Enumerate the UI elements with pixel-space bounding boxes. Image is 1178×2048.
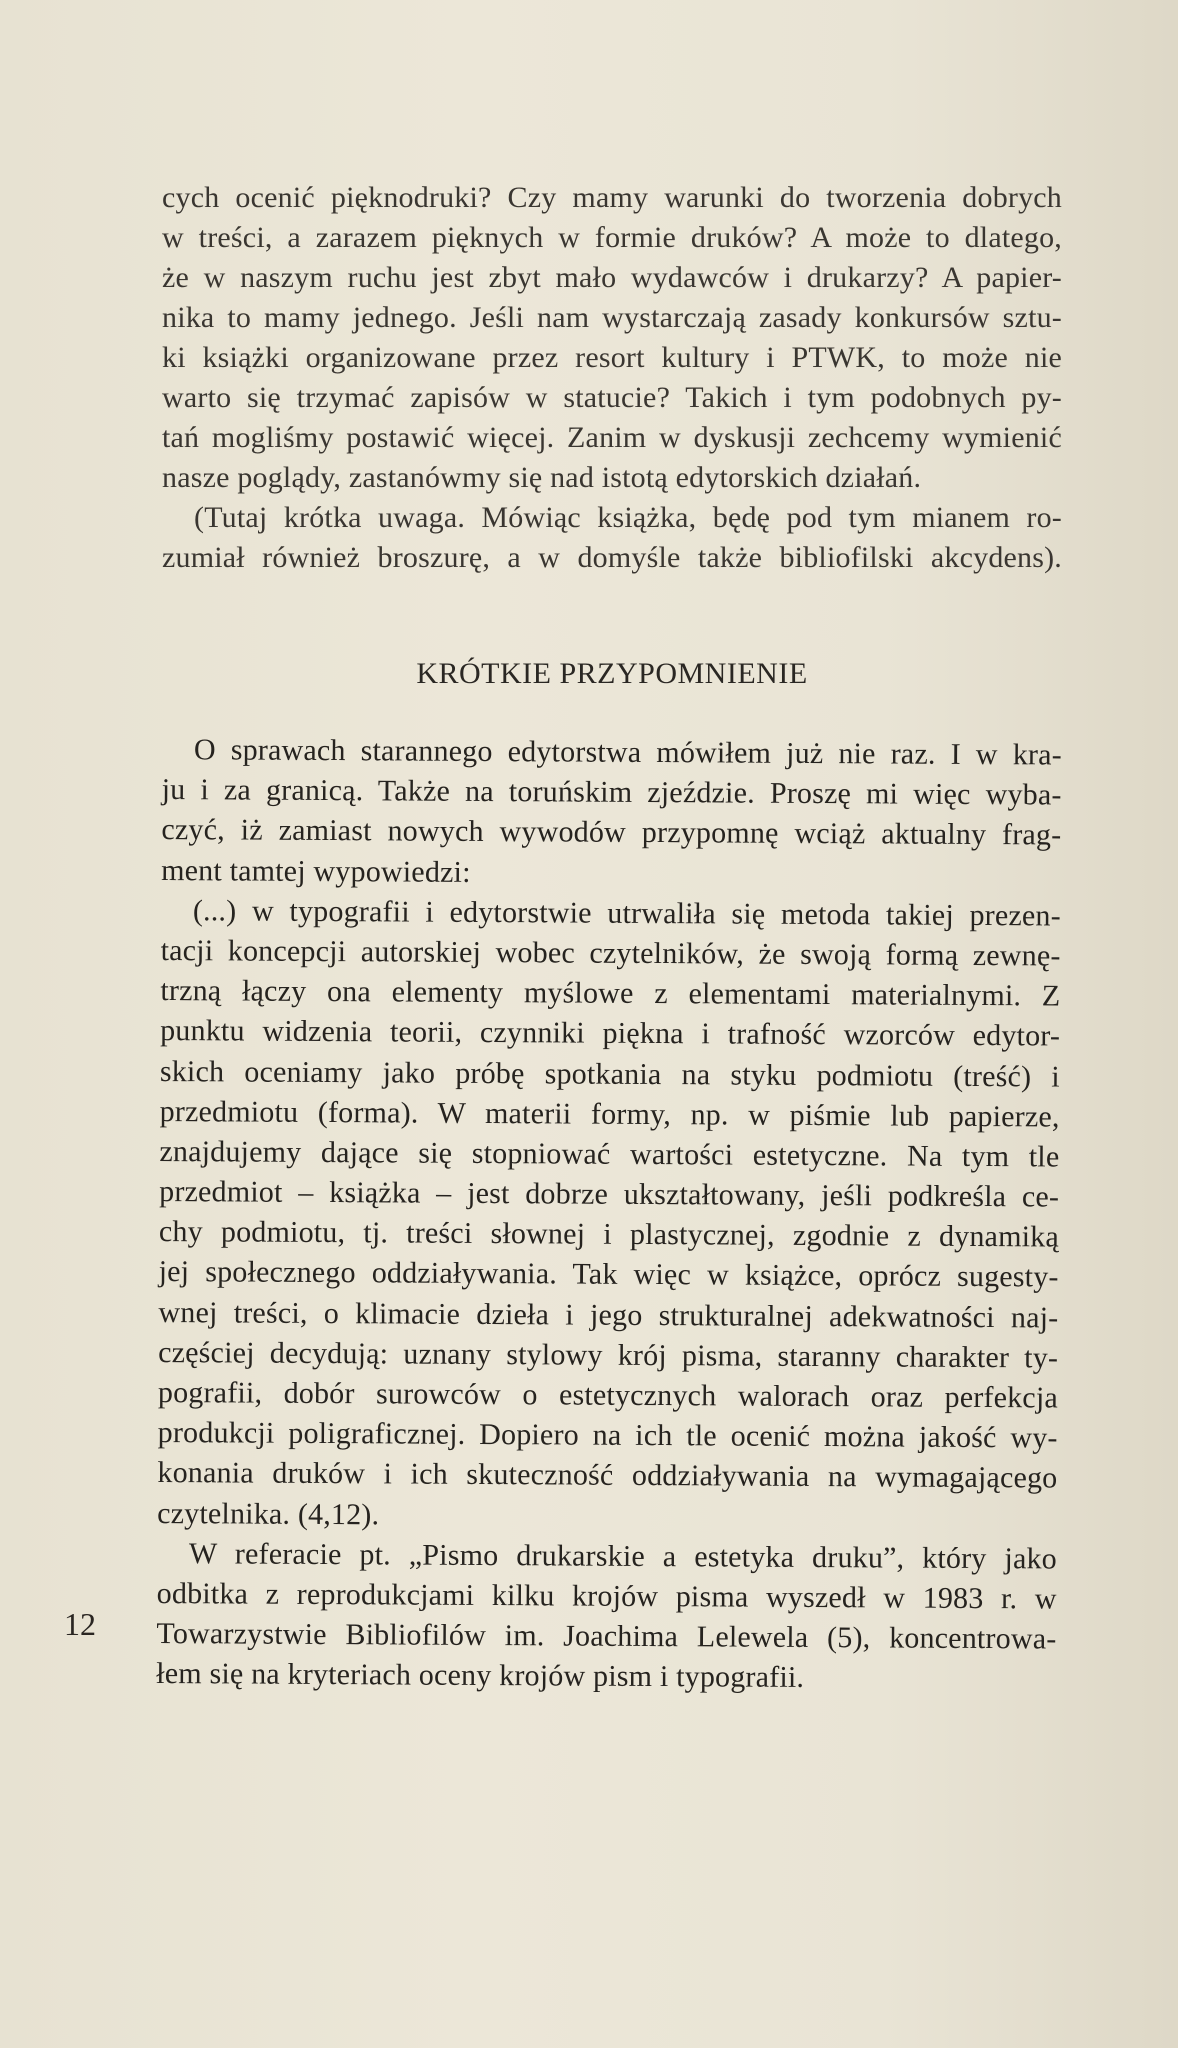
quote-line: przedmiot – książka – jest dobrze ukształtowany, jeśli podkreśla ce- — [159, 1175, 1060, 1214]
quote-line: konania druków i ich skuteczność oddziaływania na wymagającego — [157, 1456, 1058, 1495]
text-line: ki książki organizowane przez resort kultury i PTWK, to może nie — [162, 341, 1062, 374]
quote-line: tacji koncepcji autorskiej wobec czytelników, że swoją formą zewnę- — [160, 933, 1061, 973]
text-line: ment tamtej wypowiedzi: — [161, 853, 471, 889]
text-line: O sprawach starannego edytorstwa mówiłem już nie raz. I w kra- — [193, 733, 1062, 772]
paragraph-top — [162, 178, 1062, 578]
text-line: nika to mamy jednego. Jeśli nam wystarczają zasady konkursów sztu- — [162, 301, 1062, 334]
text-line: Towarzystwie Bibliofilów im. Joachima Lelewela (5), koncentrowa- — [156, 1617, 1057, 1656]
text-line: tań mogliśmy postawić więcej. Zanim w dyskusji zechcemy wymienić — [162, 421, 1062, 454]
text-line: odbitka z reprodukcjami kilku krojów pisma wyszedł w 1983 r. w — [156, 1576, 1057, 1616]
quote-line: chy podmiotu, tj. treści słownej i plastycznej, zgodnie z dynamiką — [158, 1215, 1060, 1254]
paragraph-bottom — [156, 730, 1062, 1700]
text-line: zumiał również broszurę, a w domyśle także bibliofilski akcydens). — [162, 541, 1062, 574]
quote-line: produkcji poligraficznej. Dopiero na ich tle ocenić można jakość wy- — [157, 1416, 1058, 1455]
text-line: W referacie pt. „Pismo drukarskie a estetyka druku”, który jako — [188, 1536, 1058, 1576]
quote-line: trzną łączy ona elementy myślowe z elementami materialnymi. Z — [160, 974, 1061, 1013]
text-line: że w naszym ruchu jest zbyt mało wydawców i drukarzy? A papier- — [162, 261, 1062, 294]
text-line: łem się na kryteriach oceny krojów pism i typografii. — [156, 1657, 805, 1695]
quote-line: znajdujemy dające się stopniować wartości estetyczne. Na tym tle — [159, 1134, 1060, 1174]
quote-line: skich oceniamy jako próbę spotkania na styku podmiotu (treść) i — [159, 1054, 1061, 1093]
quote-line: przedmiotu (forma). W materii formy, np. w piśmie lub papierze, — [159, 1094, 1060, 1134]
quote-line: częściej decydują: uznany stylowy krój pisma, staranny charakter ty- — [158, 1335, 1059, 1375]
quote-line: wnej treści, o klimacie dzieła i jego strukturalnej adekwatności naj- — [158, 1295, 1059, 1335]
section-heading: KRÓTKIE PRZYPOMNIENIE — [416, 657, 808, 690]
quote-line: jej społecznego oddziaływania. Tak więc w książce, oprócz sugesty- — [158, 1255, 1059, 1294]
text-line: (Tutaj krótka uwaga. Mówiąc książka, będę pod tym mianem ro- — [194, 501, 1062, 534]
page-number: 12 — [64, 1606, 96, 1642]
quote-line: (...) w typografii i edytorstwie utrwaliła się metoda takiej prezen- — [192, 893, 1061, 933]
text-line: czyć, iż zamiast nowych wywodów przypomnę wciąż aktualny frag- — [161, 813, 1062, 852]
text-line: nasze poglądy, zastanówmy się nad istotą edytorskich działań. — [162, 461, 922, 494]
quote-line: punktu widzenia teorii, czynniki piękna i trafność wzorców edytor- — [160, 1014, 1061, 1053]
quote-line: pografii, dobór surowców o estetycznych walorach oraz perfekcja — [157, 1375, 1059, 1415]
text-line: cych ocenić pięknodruki? Czy mamy warunki do tworzenia dobrych — [162, 181, 1062, 214]
quote-line: czytelnika. (4,12). — [157, 1496, 380, 1531]
text-line: w treści, a zarazem pięknych w formie druków? A może to dlatego, — [162, 221, 1062, 254]
text-line: warto się trzymać zapisów w statucie? Takich i tym podobnych py- — [162, 381, 1062, 414]
text-line: ju i za granicą. Także na toruńskim zjeździe. Proszę mi więc wyba- — [161, 773, 1062, 812]
